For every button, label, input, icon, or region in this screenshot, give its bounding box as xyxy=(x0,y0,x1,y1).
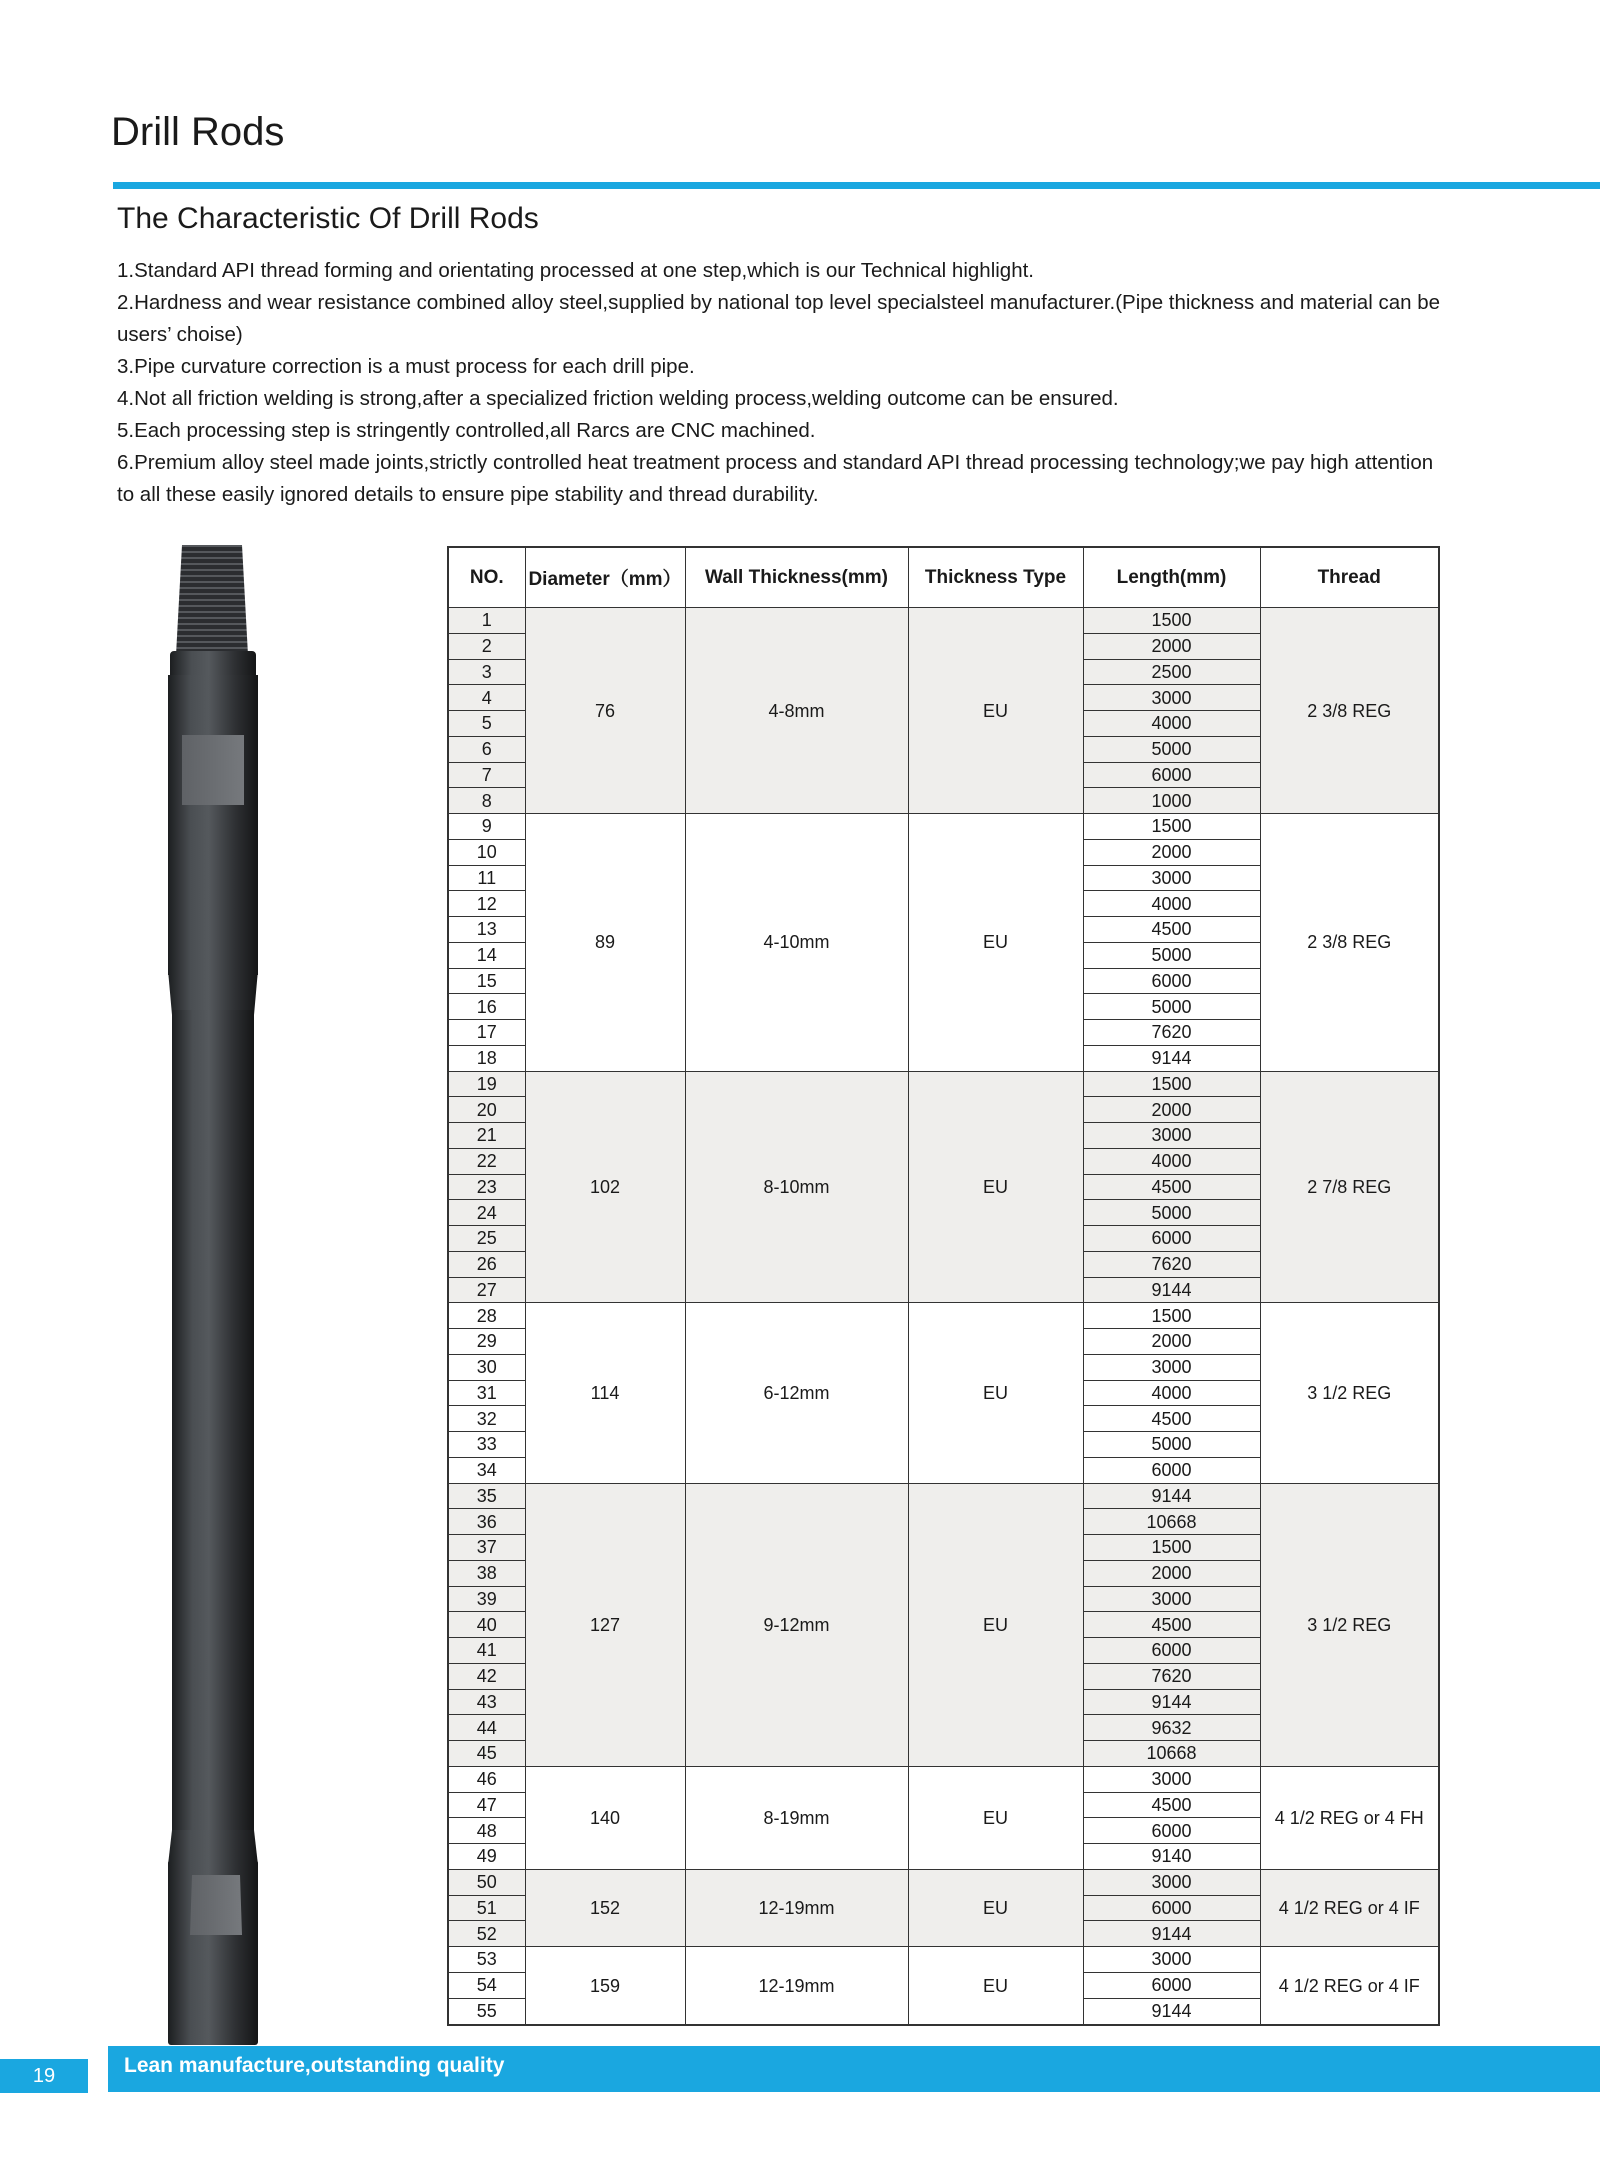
cell-diameter: 89 xyxy=(525,814,685,1072)
cell-length: 9144 xyxy=(1083,1689,1260,1715)
cell-no: 39 xyxy=(448,1586,525,1612)
header-no: NO. xyxy=(448,547,525,608)
cell-no: 26 xyxy=(448,1251,525,1277)
cell-no: 52 xyxy=(448,1921,525,1947)
cell-thickness-type: EU xyxy=(908,1947,1083,2026)
cell-length: 7620 xyxy=(1083,1020,1260,1046)
cell-thickness-type: EU xyxy=(908,814,1083,1072)
cell-diameter: 102 xyxy=(525,1071,685,1303)
cell-no: 29 xyxy=(448,1329,525,1355)
cell-no: 9 xyxy=(448,814,525,840)
cell-no: 4 xyxy=(448,685,525,711)
cell-no: 38 xyxy=(448,1560,525,1586)
cell-thread: 4 1/2 REG or 4 IF xyxy=(1260,1947,1439,2026)
header-diameter: Diameter（mm） xyxy=(525,547,685,608)
section-title: The Characteristic Of Drill Rods xyxy=(117,202,539,235)
cell-wall-thickness: 4-10mm xyxy=(685,814,908,1072)
cell-length: 3000 xyxy=(1083,1354,1260,1380)
cell-length: 3000 xyxy=(1083,685,1260,711)
cell-diameter: 140 xyxy=(525,1766,685,1869)
cell-length: 1500 xyxy=(1083,814,1260,840)
cell-length: 1500 xyxy=(1083,608,1260,634)
cell-no: 17 xyxy=(448,1020,525,1046)
table-header-row xyxy=(448,547,1439,608)
cell-length: 5000 xyxy=(1083,1200,1260,1226)
cell-no: 45 xyxy=(448,1741,525,1767)
cell-length: 4500 xyxy=(1083,1174,1260,1200)
cell-length: 4500 xyxy=(1083,1612,1260,1638)
cell-no: 49 xyxy=(448,1844,525,1870)
feature-item: 1.Standard API thread forming and orientating processed at one step,which is our Technical highlight. xyxy=(117,259,1034,282)
header-thread: Thread xyxy=(1260,547,1439,608)
cell-length: 1000 xyxy=(1083,788,1260,814)
cell-length: 4000 xyxy=(1083,1380,1260,1406)
feature-item: 6.Premium alloy steel made joints,strictly controlled heat treatment process and standard API thread processing technology;we pay high attention to all these easily ignored details to ensure pipe stability and thread durability. xyxy=(117,451,1434,506)
cell-thickness-type: EU xyxy=(908,608,1083,814)
cell-length: 4000 xyxy=(1083,1148,1260,1174)
cell-length: 4000 xyxy=(1083,711,1260,737)
cell-thread: 2 7/8 REG xyxy=(1260,1071,1439,1303)
cell-length: 6000 xyxy=(1083,1895,1260,1921)
cell-no: 23 xyxy=(448,1174,525,1200)
cell-length: 3000 xyxy=(1083,1586,1260,1612)
cell-no: 3 xyxy=(448,659,525,685)
cell-length: 4000 xyxy=(1083,891,1260,917)
cell-thread: 2 3/8 REG xyxy=(1260,814,1439,1072)
cell-length: 5000 xyxy=(1083,736,1260,762)
cell-no: 11 xyxy=(448,865,525,891)
cell-length: 4500 xyxy=(1083,1406,1260,1432)
feature-item: 4.Not all friction welding is strong,after a specialized friction welding process,welding outcome can be ensured. xyxy=(117,387,1119,410)
table-row xyxy=(448,1869,1439,1895)
page-number: 19 xyxy=(0,2059,88,2093)
cell-length: 6000 xyxy=(1083,1818,1260,1844)
cell-no: 19 xyxy=(448,1071,525,1097)
cell-thread: 4 1/2 REG or 4 FH xyxy=(1260,1766,1439,1869)
cell-length: 3000 xyxy=(1083,1766,1260,1792)
cell-diameter: 152 xyxy=(525,1869,685,1946)
cell-length: 1500 xyxy=(1083,1303,1260,1329)
cell-no: 24 xyxy=(448,1200,525,1226)
cell-no: 47 xyxy=(448,1792,525,1818)
cell-length: 2000 xyxy=(1083,839,1260,865)
cell-no: 15 xyxy=(448,968,525,994)
cell-length: 5000 xyxy=(1083,1432,1260,1458)
feature-item: 3.Pipe curvature correction is a must process for each drill pipe. xyxy=(117,355,695,378)
table-row xyxy=(448,1303,1439,1329)
drill-rod-spec-table xyxy=(447,546,1440,2026)
cell-length: 5000 xyxy=(1083,942,1260,968)
cell-no: 53 xyxy=(448,1947,525,1973)
cell-diameter: 114 xyxy=(525,1303,685,1483)
cell-no: 21 xyxy=(448,1123,525,1149)
cell-no: 22 xyxy=(448,1148,525,1174)
cell-no: 30 xyxy=(448,1354,525,1380)
cell-no: 55 xyxy=(448,1998,525,2025)
header-length: Length(mm) xyxy=(1083,547,1260,608)
cell-no: 31 xyxy=(448,1380,525,1406)
cell-no: 12 xyxy=(448,891,525,917)
cell-length: 9144 xyxy=(1083,1045,1260,1071)
header-wall-thickness: Wall Thickness(mm) xyxy=(685,547,908,608)
cell-thickness-type: EU xyxy=(908,1071,1083,1303)
table-row xyxy=(448,608,1439,634)
cell-length: 6000 xyxy=(1083,762,1260,788)
title-rule xyxy=(113,182,1600,189)
cell-length: 10668 xyxy=(1083,1741,1260,1767)
cell-diameter: 159 xyxy=(525,1947,685,2026)
table-row xyxy=(448,814,1439,840)
cell-length: 7620 xyxy=(1083,1663,1260,1689)
cell-no: 1 xyxy=(448,608,525,634)
cell-diameter: 76 xyxy=(525,608,685,814)
cell-no: 32 xyxy=(448,1406,525,1432)
page-title: Drill Rods xyxy=(111,110,285,154)
cell-wall-thickness: 6-12mm xyxy=(685,1303,908,1483)
cell-length: 9144 xyxy=(1083,1998,1260,2025)
feature-list xyxy=(117,255,1447,511)
cell-diameter: 127 xyxy=(525,1483,685,1766)
cell-thickness-type: EU xyxy=(908,1869,1083,1946)
feature-item: 5.Each processing step is stringently controlled,all Rarcs are CNC machined. xyxy=(117,419,816,442)
cell-no: 28 xyxy=(448,1303,525,1329)
cell-wall-thickness: 8-19mm xyxy=(685,1766,908,1869)
cell-no: 41 xyxy=(448,1638,525,1664)
cell-wall-thickness: 12-19mm xyxy=(685,1947,908,2026)
cell-no: 33 xyxy=(448,1432,525,1458)
cell-no: 2 xyxy=(448,633,525,659)
cell-thickness-type: EU xyxy=(908,1766,1083,1869)
cell-no: 6 xyxy=(448,736,525,762)
cell-length: 9144 xyxy=(1083,1921,1260,1947)
cell-length: 1500 xyxy=(1083,1535,1260,1561)
cell-no: 37 xyxy=(448,1535,525,1561)
cell-no: 34 xyxy=(448,1457,525,1483)
drill-rod-illustration xyxy=(160,545,280,2045)
cell-length: 6000 xyxy=(1083,1638,1260,1664)
cell-no: 44 xyxy=(448,1715,525,1741)
cell-no: 35 xyxy=(448,1483,525,1509)
cell-length: 6000 xyxy=(1083,1226,1260,1252)
cell-length: 3000 xyxy=(1083,1869,1260,1895)
cell-no: 54 xyxy=(448,1972,525,1998)
cell-length: 2000 xyxy=(1083,633,1260,659)
cell-no: 42 xyxy=(448,1663,525,1689)
cell-no: 46 xyxy=(448,1766,525,1792)
table-row xyxy=(448,1483,1439,1509)
cell-no: 25 xyxy=(448,1226,525,1252)
cell-no: 14 xyxy=(448,942,525,968)
cell-length: 5000 xyxy=(1083,994,1260,1020)
cell-wall-thickness: 8-10mm xyxy=(685,1071,908,1303)
cell-no: 8 xyxy=(448,788,525,814)
cell-length: 9140 xyxy=(1083,1844,1260,1870)
cell-length: 9632 xyxy=(1083,1715,1260,1741)
cell-length: 4500 xyxy=(1083,1792,1260,1818)
cell-thickness-type: EU xyxy=(908,1483,1083,1766)
cell-length: 10668 xyxy=(1083,1509,1260,1535)
cell-length: 2000 xyxy=(1083,1329,1260,1355)
cell-no: 13 xyxy=(448,917,525,943)
cell-length: 3000 xyxy=(1083,1947,1260,1973)
cell-wall-thickness: 12-19mm xyxy=(685,1869,908,1946)
cell-no: 36 xyxy=(448,1509,525,1535)
cell-length: 3000 xyxy=(1083,1123,1260,1149)
cell-no: 5 xyxy=(448,711,525,737)
cell-no: 16 xyxy=(448,994,525,1020)
feature-item: 2.Hardness and wear resistance combined alloy steel,supplied by national top level specialsteel manufacturer.(Pipe thickness and material can be users’ choise) xyxy=(117,291,1440,346)
footer-tagline: Lean manufacture,outstanding quality xyxy=(108,2046,1600,2092)
cell-no: 40 xyxy=(448,1612,525,1638)
table-body xyxy=(448,608,1439,2026)
cell-no: 50 xyxy=(448,1869,525,1895)
cell-no: 20 xyxy=(448,1097,525,1123)
cell-no: 10 xyxy=(448,839,525,865)
cell-length: 1500 xyxy=(1083,1071,1260,1097)
cell-thread: 3 1/2 REG xyxy=(1260,1303,1439,1483)
cell-no: 27 xyxy=(448,1277,525,1303)
cell-no: 18 xyxy=(448,1045,525,1071)
cell-length: 2000 xyxy=(1083,1097,1260,1123)
cell-length: 9144 xyxy=(1083,1483,1260,1509)
cell-length: 3000 xyxy=(1083,865,1260,891)
cell-length: 4500 xyxy=(1083,917,1260,943)
cell-wall-thickness: 4-8mm xyxy=(685,608,908,814)
table-row xyxy=(448,1947,1439,1973)
cell-wall-thickness: 9-12mm xyxy=(685,1483,908,1766)
cell-length: 7620 xyxy=(1083,1251,1260,1277)
cell-no: 48 xyxy=(448,1818,525,1844)
cell-length: 2000 xyxy=(1083,1560,1260,1586)
table-row xyxy=(448,1071,1439,1097)
table-row xyxy=(448,1766,1439,1792)
cell-no: 51 xyxy=(448,1895,525,1921)
cell-length: 2500 xyxy=(1083,659,1260,685)
cell-thread: 3 1/2 REG xyxy=(1260,1483,1439,1766)
cell-length: 6000 xyxy=(1083,1457,1260,1483)
cell-thread: 4 1/2 REG or 4 IF xyxy=(1260,1869,1439,1946)
cell-length: 6000 xyxy=(1083,1972,1260,1998)
cell-no: 7 xyxy=(448,762,525,788)
header-thickness-type: Thickness Type xyxy=(908,547,1083,608)
cell-thread: 2 3/8 REG xyxy=(1260,608,1439,814)
cell-length: 9144 xyxy=(1083,1277,1260,1303)
cell-no: 43 xyxy=(448,1689,525,1715)
cell-thickness-type: EU xyxy=(908,1303,1083,1483)
cell-length: 6000 xyxy=(1083,968,1260,994)
